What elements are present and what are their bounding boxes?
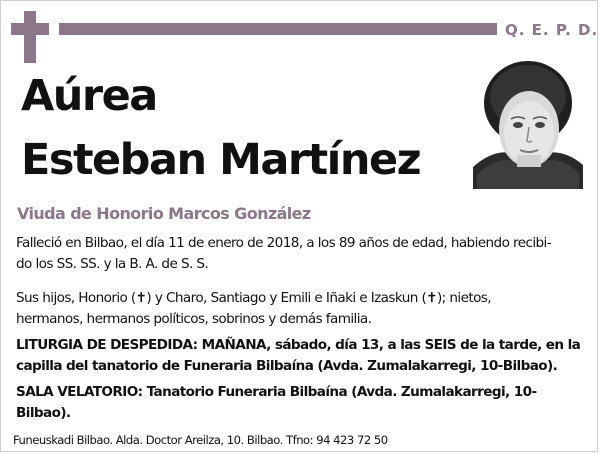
portrait-image <box>473 57 583 189</box>
text-line: Falleció en Bilbao, el día 11 de enero de 2018, a los 89 años de edad, habiendo recibi- <box>16 235 552 251</box>
deceased-photo <box>473 57 583 189</box>
text-line: Sus hijos, Honorio (✝) y Charo, Santiago y Emili e Iñaki e Izaskun (✝); nietos, <box>16 290 491 306</box>
deceased-first-name: Aúrea <box>21 71 157 121</box>
deceased-surnames: Esteban Martínez <box>21 135 421 185</box>
header-rule <box>59 23 497 35</box>
deceased-subtitle: Viuda de Honorio Marcos González <box>17 204 311 223</box>
death-notice-paragraph <box>16 233 591 275</box>
cross-icon <box>11 11 49 63</box>
text-line: Bilbao). <box>16 405 71 421</box>
text-line: hermanos, hermanos políticos, sobrinos y demás familia. <box>16 311 372 327</box>
qepd-label: Q. E. P. D. <box>505 21 599 39</box>
text-line: do los SS. SS. y la B. A. de S. S. <box>16 256 209 272</box>
text-line: SALA VELATORIO: Tanatorio Funeraria Bilbaína (Avda. Zumalakarregi, 10- <box>16 384 537 400</box>
text-line: capilla del tanatorio de Funeraria Bilbaína (Avda. Zumalakarregi, 10-Bilbao). <box>16 358 558 374</box>
wake-room-paragraph <box>16 382 591 424</box>
liturgy-paragraph <box>16 335 591 377</box>
funeral-home-footer: Funeuskadi Bilbao. Alda. Doctor Areilza, 10. Bilbao. Tfno: 94 423 72 50 <box>13 433 388 447</box>
family-paragraph <box>16 288 591 330</box>
text-line: LITURGIA DE DESPEDIDA: MAÑANA, sábado, día 13, a las SEIS de la tarde, en la <box>16 337 581 353</box>
